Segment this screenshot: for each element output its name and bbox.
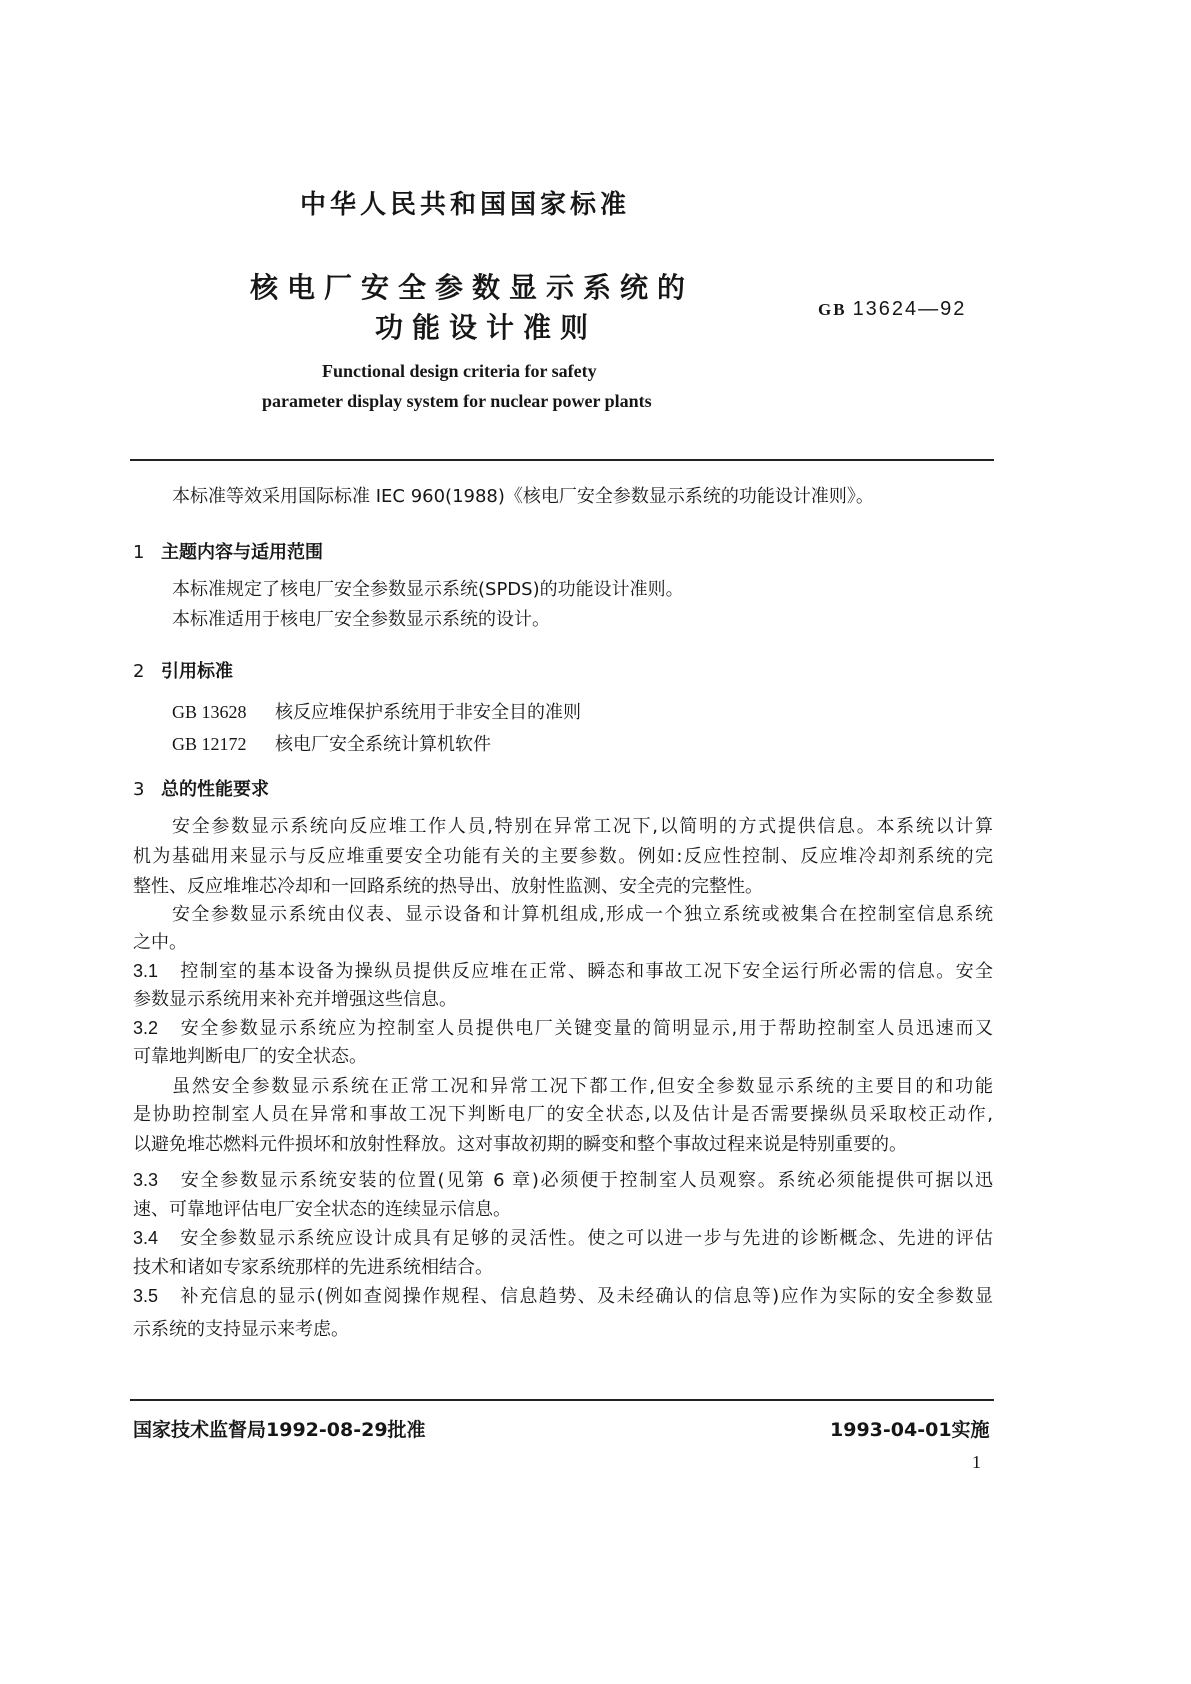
clause-3-3 xyxy=(133,1169,993,1192)
body-line: 速、可靠地评估电厂安全状态的连续显示信息。 xyxy=(133,1199,511,1220)
clause-3-1 xyxy=(133,960,993,983)
effective-date: 1993-04-01实施 xyxy=(830,1419,990,1441)
reference-item xyxy=(172,730,491,756)
body-line: 虽然安全参数显示系统在正常工况和异常工况下都工作,但安全参数显示系统的主要目的和功能 xyxy=(172,1076,993,1097)
section-number: 2 xyxy=(133,661,145,682)
body-line: 示系统的支持显示来考虑。 xyxy=(133,1319,349,1340)
clause-number: 3.2 xyxy=(133,1018,159,1038)
clause-3-2 xyxy=(133,1017,993,1040)
body-line: 整性、反应堆堆芯冷却和一回路系统的热导出、放射性监测、安全壳的完整性。 xyxy=(133,876,763,897)
standard-code: 13624—92 xyxy=(852,298,967,320)
body-line: 以避免堆芯燃料元件损坏和放射性释放。这对事故初期的瞬变和整个事故过程来说是特别重要的。 xyxy=(133,1134,907,1155)
clause-number: 3.1 xyxy=(133,961,159,981)
clause-text: 控制室的基本设备为操纵员提供反应堆在正常、瞬态和事故工况下安全运行所必需的信息。安全 xyxy=(179,961,993,982)
national-standard-heading: 中华人民共和国国家标准 xyxy=(300,190,631,220)
body-line: 本标准规定了核电厂安全参数显示系统(SPDS)的功能设计准则。 xyxy=(172,579,684,600)
title-en-line2: parameter display system for nuclear power plants xyxy=(262,391,652,411)
reference-title: 核电厂安全系统计算机软件 xyxy=(275,734,491,755)
standard-prefix: GB xyxy=(818,300,847,319)
title-cn-line2: 功能设计准则 xyxy=(375,311,598,344)
section-title: 引用标准 xyxy=(161,661,233,682)
header-divider xyxy=(130,459,994,461)
title-cn-line1: 核电厂安全参数显示系统的 xyxy=(250,271,695,304)
reference-title: 核反应堆保护系统用于非安全目的准则 xyxy=(275,702,581,723)
clause-number: 3.5 xyxy=(133,1286,159,1306)
body-line: 是协助控制室人员在异常和事故工况下判断电厂的安全状态,以及估计是否需要操纵员采取校正动作, xyxy=(133,1104,993,1125)
clause-number: 3.3 xyxy=(133,1170,159,1190)
section-number: 3 xyxy=(133,779,145,800)
section-1-heading xyxy=(133,538,323,564)
clause-text: 补充信息的显示(例如查阅操作规程、信息趋势、及未经确认的信息等)应作为实际的安全参数显 xyxy=(179,1286,993,1307)
approval-date: 国家技术监督局1992-08-29批准 xyxy=(133,1419,426,1441)
section-2-heading xyxy=(133,657,233,683)
clause-text: 安全参数显示系统安装的位置(见第 6 章)必须便于控制室人员观察。系统必须能提供可据以迅 xyxy=(179,1170,993,1191)
body-line: 安全参数显示系统向反应堆工作人员,特别在异常工况下,以简明的方式提供信息。本系统以计算 xyxy=(172,816,993,837)
footer-divider xyxy=(130,1399,994,1401)
body-line: 可靠地判断电厂的安全状态。 xyxy=(133,1046,367,1067)
page-number: 1 xyxy=(972,1452,981,1472)
clause-3-4 xyxy=(133,1227,993,1250)
reference-code: GB 13628 xyxy=(172,702,247,722)
section-title: 主题内容与适用范围 xyxy=(161,542,323,563)
body-line: 本标准适用于核电厂安全参数显示系统的设计。 xyxy=(172,609,550,630)
section-title: 总的性能要求 xyxy=(161,779,269,800)
body-line: 之中。 xyxy=(133,932,187,953)
clause-text: 安全参数显示系统应为控制室人员提供电厂关键变量的简明显示,用于帮助控制室人员迅速而又 xyxy=(179,1018,993,1039)
intro-text: 本标准等效采用国际标准 IEC 960(1988)《核电厂安全参数显示系统的功能设计准则》。 xyxy=(172,486,874,507)
clause-text: 安全参数显示系统应设计成具有足够的灵活性。使之可以进一步与先进的诊断概念、先进的评估 xyxy=(179,1228,993,1249)
standard-number xyxy=(818,298,966,321)
section-3-heading xyxy=(133,775,269,801)
reference-code: GB 12172 xyxy=(172,734,247,754)
body-line: 机为基础用来显示与反应堆重要安全功能有关的主要参数。例如:反应性控制、反应堆冷却剂系统的完 xyxy=(133,846,993,867)
clause-3-5 xyxy=(133,1285,993,1308)
reference-item xyxy=(172,698,581,724)
body-line: 技术和诸如专家系统那样的先进系统相结合。 xyxy=(133,1257,493,1278)
body-line: 参数显示系统用来补充并增强这些信息。 xyxy=(133,989,457,1010)
body-line: 安全参数显示系统由仪表、显示设备和计算机组成,形成一个独立系统或被集合在控制室信息系统 xyxy=(172,904,993,925)
section-number: 1 xyxy=(133,542,145,563)
title-en-line1: Functional design criteria for safety xyxy=(322,361,597,381)
clause-number: 3.4 xyxy=(133,1228,159,1248)
